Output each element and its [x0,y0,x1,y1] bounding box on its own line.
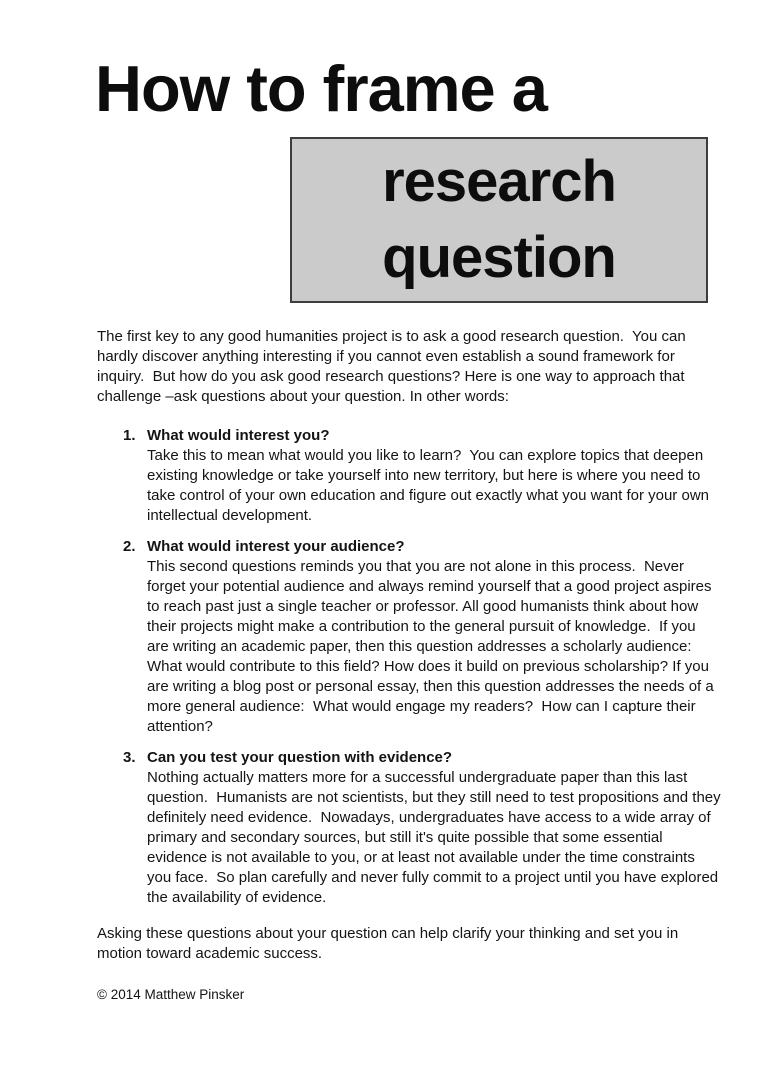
list-item-content [147,748,725,908]
boxed-title-line-1: research [382,149,616,214]
boxed-title-line-2: question [382,225,616,290]
boxed-title [290,137,708,303]
list-item-body: Take this to mean what would you like to learn? You can explore topics that deepen existing knowledge or take yourself into new territory, but here is where you need to take control of your own education and figure out exactly what you want for your own intellectual development. [147,447,714,524]
document-body [97,327,725,1003]
list-item-number: 3. [123,749,136,766]
list-item-heading: What would interest your audience? [147,538,405,555]
copyright-notice: © 2014 Matthew Pinsker [97,987,245,1002]
list-item-number: 1. [123,427,136,444]
list-item [97,426,721,526]
list-item [97,748,725,908]
list-item-body: This second questions reminds you that you are not alone in this process. Never forget your potential audience and always remind yourself that a good project aspires to reach past just a single teacher or professor. All good humanists think about how their projects might make a contribution to the general pursuit of knowledge. If you are writing an academic paper, then this question addresses a scholarly audience: What would contribute to this field? How does it build on previous scholarship? If you are writing a blog post or personal essay, then this question addresses the needs of a more general audience: What would engage my readers? How can I capture their attention? [147,558,718,735]
closing-paragraph: Asking these questions about your question can help clarify your thinking and set you in motion toward academic success. [97,925,683,962]
list-item-content [147,537,721,737]
list-item-number: 2. [123,538,136,555]
list-item-heading: Can you test your question with evidence? [147,749,453,766]
intro-paragraph: The first key to any good humanities project is to ask a good research question. You can hardly discover anything interesting if you cannot even establish a sound framework for inquiry. But how do you ask good research questions? Here is one way to approach that challenge –ask questions about your question. In other words: [97,328,690,405]
list-item [97,537,721,737]
list-item-body: Nothing actually matters more for a successful undergraduate paper than this last question. Humanists are not scientists, but they still need to test propositions and they definitely need evidence. Nowadays, undergraduates have access to a wide array of primary and secondary sources, but still it's quite possible that some essential evidence is not available to you, or at least not available under the time constraints you face. So plan carefully and never fully commit to a project until you have explored the availability of evidence. [147,769,725,906]
list-item-content [147,426,721,526]
question-list [97,426,725,908]
document-page [0,52,773,1080]
page-title: How to frame a [95,52,547,125]
list-item-heading: What would interest you? [147,427,330,444]
